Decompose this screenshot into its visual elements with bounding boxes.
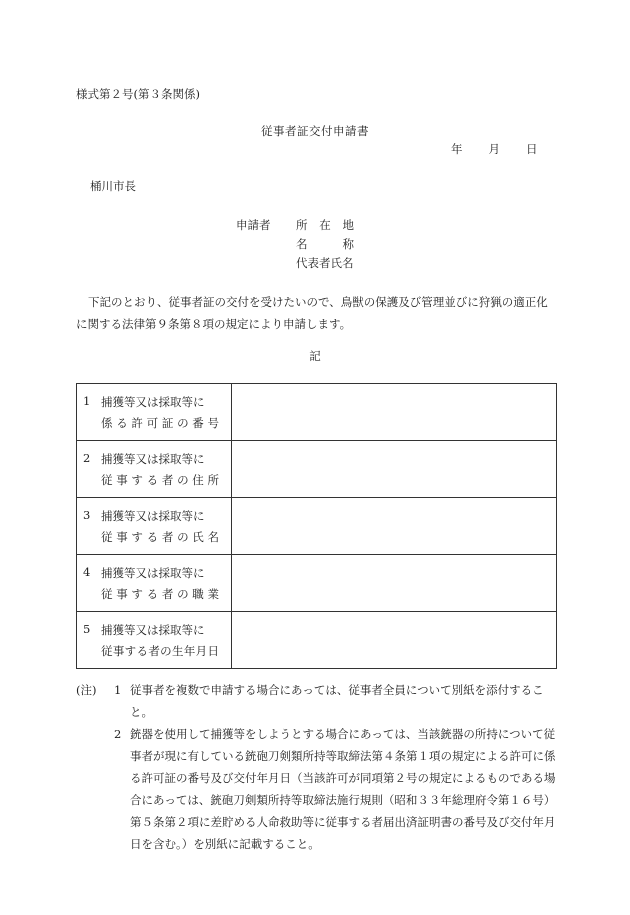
row-label-line2: 従事する者の職業 xyxy=(101,586,219,601)
row-label-cell xyxy=(77,441,232,498)
row-value-cell[interactable] xyxy=(232,441,557,498)
notes xyxy=(76,679,566,855)
row-number: 1 xyxy=(83,393,91,408)
addressee: 桶川市長 xyxy=(90,179,136,193)
row-label-line1: 捕獲等又は採取等に xyxy=(101,508,205,523)
ki-heading: 記 xyxy=(309,349,321,363)
row-number: 2 xyxy=(83,450,91,465)
row-label-cell xyxy=(77,384,232,441)
date-line xyxy=(451,141,538,157)
form-number: 様式第２号(第３条関係) xyxy=(76,87,200,101)
row-label xyxy=(83,565,231,602)
row-label-line1: 捕獲等又は採取等に xyxy=(101,565,205,580)
row-value-cell[interactable] xyxy=(232,384,557,441)
applicant-representative-label: 代表者氏名 xyxy=(296,256,354,270)
row-number: 3 xyxy=(83,507,91,522)
applicant-name-text: 名称 xyxy=(296,237,354,251)
table-row xyxy=(77,555,557,612)
table-row xyxy=(77,384,557,441)
application-table-body xyxy=(77,384,557,669)
date-year: 年 xyxy=(451,142,463,156)
row-label-line2: 係る許可証の番号 xyxy=(101,415,219,430)
row-label-line2: 従事する者の生年月日 xyxy=(101,643,219,658)
table-row xyxy=(77,441,557,498)
row-label-cell xyxy=(77,612,232,669)
notes-head: (注) xyxy=(76,683,97,697)
row-label xyxy=(83,451,231,488)
document-title: 従事者証交付申請書 xyxy=(261,124,369,138)
applicant-address-label xyxy=(296,217,354,233)
note-number: 2 xyxy=(114,727,122,741)
row-label-line1: 捕獲等又は採取等に xyxy=(101,622,205,637)
applicant-name-label xyxy=(296,236,354,252)
row-label xyxy=(83,508,231,545)
row-label xyxy=(83,394,231,431)
application-table xyxy=(76,383,557,669)
note-item xyxy=(76,723,566,855)
body-text: 下記のとおり、従事者証の交付を受けたいので、鳥獣の保護及び管理並びに狩猟の適正化に関する法律第９条第８項の規定により申請します。 xyxy=(76,295,548,331)
row-number: 5 xyxy=(83,621,91,636)
note-number: 1 xyxy=(114,683,122,697)
row-label xyxy=(83,622,231,659)
note-text: 銃器を使用して捕獲等をしようとする場合にあっては、当該銃器の所持について従事者が現に有している銃砲刀剣類所持等取締法第４条第１項の規定による許可に係る許可証の番号及び交付年月日（当該許可が同項第２号の規定によるものである場合にあっては、銃砲刀剣類所持等取締法施行規則（昭和３３年総理府令第１６号）第５条第２項に差貯める人命救助等に従事する者届出済証明書の番号及び交付年月日を含む。）を別紙に記載すること。 xyxy=(130,727,556,851)
date-month: 月 xyxy=(488,142,500,156)
row-label-cell xyxy=(77,498,232,555)
table-row xyxy=(77,612,557,669)
applicant-label: 申請者 xyxy=(236,218,271,232)
row-value-cell[interactable] xyxy=(232,498,557,555)
row-label-line1: 捕獲等又は採取等に xyxy=(101,451,205,466)
note-item xyxy=(76,679,566,723)
row-label-line1: 捕獲等又は採取等に xyxy=(101,394,205,409)
row-number: 4 xyxy=(83,564,91,579)
row-value-cell[interactable] xyxy=(232,612,557,669)
date-day: 日 xyxy=(526,142,538,156)
row-label-line2: 従事する者の氏名 xyxy=(101,529,219,544)
row-label-cell xyxy=(77,555,232,612)
row-label-line2: 従事する者の住所 xyxy=(101,472,219,487)
row-value-cell[interactable] xyxy=(232,555,557,612)
note-text: 従事者を複数で申請する場合にあっては、従事者全員について別紙を添付すること。 xyxy=(130,683,544,719)
table-row xyxy=(77,498,557,555)
applicant-address-text: 所在地 xyxy=(296,218,354,232)
